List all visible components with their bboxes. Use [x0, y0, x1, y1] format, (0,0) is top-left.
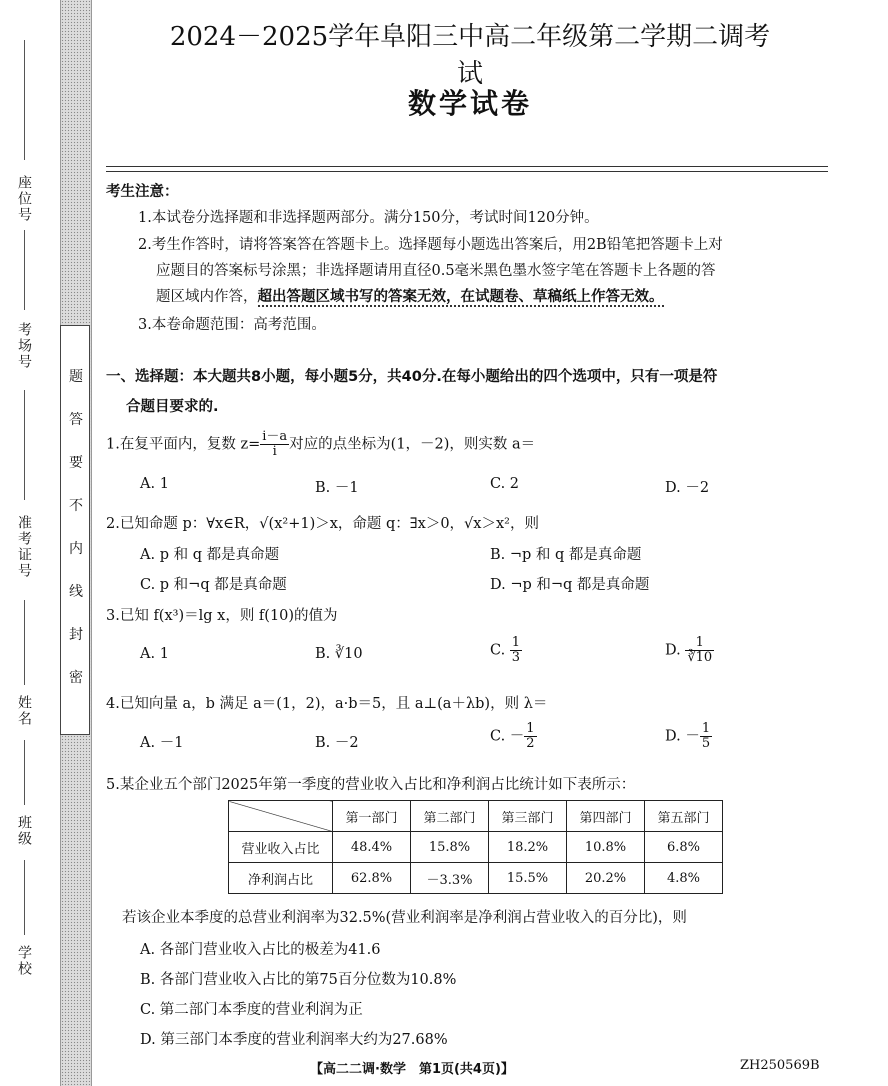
note-1: 1.本试卷分选择题和非选择题两部分。满分150分，考试时间120分钟。: [138, 210, 599, 226]
table-cell: －3.3%: [411, 863, 489, 894]
note-3: 3.本卷命题范围：高考范围。: [138, 317, 326, 333]
q3-option-b: B. ∛10: [315, 646, 363, 662]
q1-stem-post: 对应的点坐标为(1，－2)，则实数 a＝: [289, 436, 536, 453]
class-line: [24, 740, 25, 805]
table-row-label: 营业收入占比: [229, 832, 333, 863]
q2-option-b: B. ¬p 和 q 都是真命题: [490, 547, 642, 563]
q1-fraction-num: i－a: [262, 429, 288, 444]
q3-option-d-letter: D.: [665, 642, 681, 659]
table-cell: 62.8%: [333, 863, 411, 894]
q3-option-c-letter: C.: [490, 642, 506, 659]
question-5: 5.某企业五个部门2025年第一季度的营业收入占比和净利润占比统计如下表所示：: [106, 777, 636, 793]
q4-option-d-fraction: [700, 722, 712, 751]
question-3: 3.已知 f(x³)＝lg x，则 f(10)的值为: [106, 608, 338, 624]
q1-option-c: C. 2: [490, 476, 520, 492]
q1-option-a: A. 1: [140, 476, 169, 492]
exam-title: 2024－2025学年阜阳三中高二年级第二学期二调考试: [169, 22, 771, 89]
q4-d-num: 1: [701, 721, 711, 736]
exam-room-label: 考场号: [16, 322, 32, 370]
q3-c-num: 1: [511, 635, 521, 650]
seal-char: 线: [69, 584, 83, 600]
table-corner-cell: [229, 801, 333, 832]
q3-d-num: 1: [685, 636, 714, 651]
table-header-row: [229, 801, 723, 832]
name-line: [24, 600, 25, 685]
notes-heading: 考生注意：: [106, 184, 179, 200]
q5-option-d: D. 第三部门本季度的营业利润率大约为27.68%: [140, 1032, 448, 1048]
header-divider: [106, 166, 828, 172]
exam-room-line: [24, 230, 25, 310]
section-1-heading: 一、选择题：本大题共8小题，每小题5分，共40分.在每小题给出的四个选项中，只有一项是符: [106, 369, 718, 385]
q4-option-c-letter: C. －: [490, 728, 525, 745]
note-2-end-text: 题区域内作答，: [156, 289, 258, 305]
table-header-cell: 第五部门: [645, 801, 723, 832]
section-1-heading-cont: 合题目要求的.: [126, 399, 219, 415]
seal-notice-box: [60, 325, 90, 735]
binding-sidebar: [0, 0, 60, 1086]
q3-c-den: 3: [511, 650, 521, 665]
note-2: 2.考生作答时，请将答案答在答题卡上。选择题每小题选出答案后，用2B铅笔把答题卡上对: [138, 237, 723, 253]
q1-fraction-den: i: [272, 444, 277, 459]
table-header-cell: 第四部门: [567, 801, 645, 832]
q4-option-c-fraction: [524, 722, 536, 751]
q3-option-a: A. 1: [140, 646, 169, 662]
seal-char: 密: [69, 670, 83, 686]
seal-char: 内: [69, 541, 83, 557]
q4-c-den: 2: [526, 736, 535, 751]
q1-stem-pre: 1.在复平面内，复数 z=: [106, 436, 261, 453]
admission-number-label: 准考证号: [16, 515, 32, 579]
q4-option-d: [665, 722, 712, 751]
q2-option-d: D. ¬p 和¬q 都是真命题: [490, 577, 650, 593]
page-footer: 【高二二调·数学 第1页(共4页)】: [310, 1062, 514, 1077]
q3-option-c: [490, 636, 522, 665]
q4-c-num: 1: [526, 721, 535, 736]
table-header-cell: 第三部门: [489, 801, 567, 832]
q5-option-b: B. 各部门营业收入占比的第75百分位数为10.8%: [140, 972, 457, 988]
table-cell: 18.2%: [489, 832, 567, 863]
name-label: 姓名: [16, 695, 32, 727]
q3-d-den: ∛10: [687, 650, 713, 665]
seal-char: 答: [69, 412, 83, 428]
seat-number-label: 座位号: [16, 175, 32, 223]
q2-option-a: A. p 和 q 都是真命题: [140, 547, 280, 563]
table-header-cell: 第二部门: [411, 801, 489, 832]
school-label: 学校: [16, 945, 32, 977]
seal-char: 封: [69, 627, 83, 643]
seal-char: 题: [69, 369, 83, 385]
table-cell: 6.8%: [645, 832, 723, 863]
q5-condition: 若该企业本季度的总营业利润率为32.5%(营业利润率是净利润占营业收入的百分比)，则: [122, 910, 687, 926]
note-2-end: [156, 285, 664, 306]
table-cell: 15.8%: [411, 832, 489, 863]
question-2: 2.已知命题 p：∀x∈R，√(x²+1)＞x，命题 q：∃x＞0，√x＞x²，则: [106, 516, 539, 532]
q4-option-d-letter: D. －: [665, 728, 700, 745]
class-label: 班级: [16, 815, 32, 847]
seal-char: 要: [69, 455, 83, 471]
seat-number-line: [24, 40, 25, 160]
q1-fraction: [260, 430, 289, 459]
q3-option-c-fraction: [510, 636, 522, 665]
school-line: [24, 860, 25, 935]
table-row: [229, 863, 723, 894]
table-cell: 10.8%: [567, 832, 645, 863]
table-row-label: 净利润占比: [229, 863, 333, 894]
q5-option-a: A. 各部门营业收入占比的极差为41.6: [140, 942, 381, 958]
q4-option-c: [490, 722, 537, 751]
q4-d-den: 5: [701, 736, 711, 751]
seal-char: 不: [69, 498, 83, 514]
q2-option-c: C. p 和¬q 都是真命题: [140, 577, 287, 593]
table-cell: 20.2%: [567, 863, 645, 894]
q1-option-b: B. －1: [315, 480, 359, 496]
q3-option-d: [665, 636, 714, 665]
note-2-emphasis: 超出答题区域书写的答案无效，在试题卷、草稿纸上作答无效。: [257, 289, 664, 305]
table-header-cell: 第一部门: [333, 801, 411, 832]
question-1: [106, 430, 535, 459]
table-cell: 4.8%: [645, 863, 723, 894]
seal-notice-text: [69, 356, 83, 700]
question-4: 4.已知向量 a，b 满足 a＝(1，2)，a·b＝5，且 a⊥(a＋λb)，则 λ＝: [106, 696, 548, 712]
q1-option-d: D. －2: [665, 480, 710, 496]
q5-table: [228, 800, 723, 894]
q5-option-c: C. 第二部门本季度的营业利润为正: [140, 1002, 363, 1018]
subject-title: 数学试卷: [407, 87, 532, 120]
table-cell: 15.5%: [489, 863, 567, 894]
q3-option-d-fraction: [685, 636, 714, 665]
admission-number-line: [24, 390, 25, 500]
note-2-cont: 应题目的答案标号涂黑；非选择题请用直径0.5毫米黑色墨水签字笔在答题卡上各题的答: [156, 263, 716, 279]
table-row: [229, 832, 723, 863]
q4-option-a: A. －1: [140, 735, 184, 751]
exam-code: ZH250569B: [740, 1058, 820, 1073]
table-cell: 48.4%: [333, 832, 411, 863]
q4-option-b: B. －2: [315, 735, 359, 751]
